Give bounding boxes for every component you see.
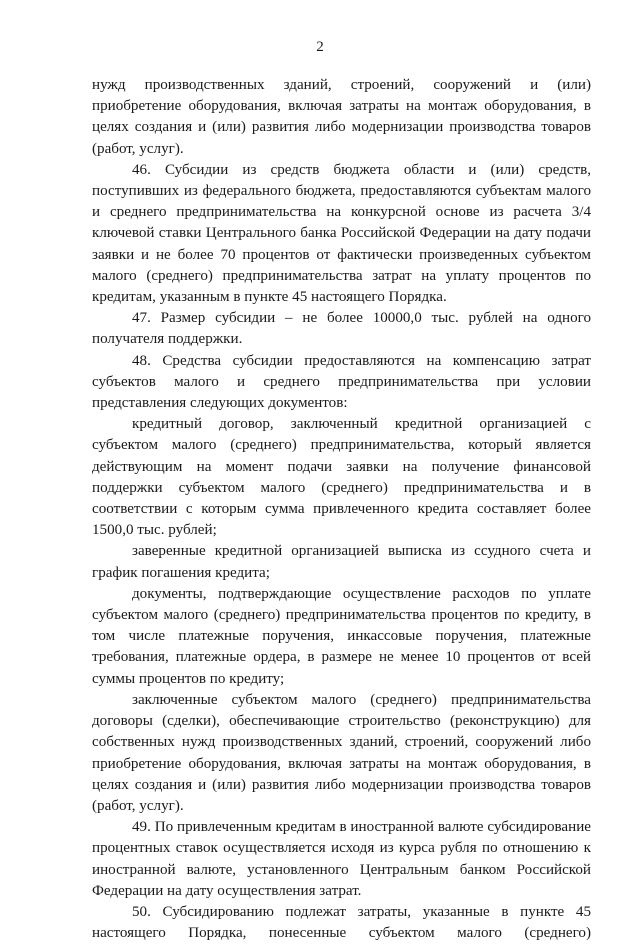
paragraph-48-item-contracts: заключенные субъектом малого (среднего) предпринимательства договоры (сделки), обеспечивающие строительство (реконструкцию) для собственных нужд производственных зданий, строений, сооружений либо приобретение оборудования, включая затраты на монтаж оборудования, в целях создания и (или) развития либо модернизации производства товаров (работ, услуг). [92,691,591,814]
paragraph-48-item-credit-agreement: кредитный договор, заключенный кредитной организацией с субъектом малого (среднего) предпринимательства, который является действующим на момент подачи заявки на получение финансовой поддержки субъектом малого (среднего) предпринимательства и в соответствии с которым сумма привлеченного кредита составляет более 1500,0 тыс. рублей; [92,416,591,539]
paragraph-48-item-loan-statement: заверенные кредитной организацией выписка из ссудного счета и график погашения кредита; [92,543,591,581]
paragraph-48: 48. Средства субсидии предоставляются на компенсацию затрат субъектов малого и среднего предпринимательства при условии представления следующих документов: [92,352,591,412]
paragraph-46: 46. Субсидии из средств бюджета области и (или) средств, поступивших из федерального бюджета, предоставляются субъектам малого и среднего предпринимательства на конкурсной основе из расчета 3/4 ключевой ставки Центрального банка Российской Федерации на дату подачи заявки и не более 70 процентов от фактически произведенных субъектом малого (среднего) предпринимательства затрат на уплату процентов по кредитам, указанным в пункте 45 настоящего Порядка. [92,161,591,306]
paragraph-49: 49. По привлеченным кредитам в иностранной валюте субсидирование процентных ставок осуществляется исходя из курса рубля по отношению к иностранной валюте, установленного Центральным банком Российской Федерации на дату осуществления затрат. [92,819,591,899]
page-number: 2 [316,39,324,55]
paragraph-50: 50. Субсидированию подлежат затраты, указанные в пункте 45 настоящего Порядка, понесенные субъектом малого (среднего) [92,903,591,942]
paragraph-48-item-payment-documents: документы, подтверждающие осуществление расходов по уплате субъектом малого (среднего) предпринимательства процентов по кредиту, в том числе платежные поручения, инкассовые поручения, платежные требования, платежные ордера, в размере не менее 10 процентов от всей суммы процентов по кредиту; [92,585,591,687]
paragraph-continuation: нужд производственных зданий, строений, сооружений и (или) приобретение оборудования, включая затраты на монтаж оборудования, в целях создания и (или) развития либо модернизации производства товаров (работ, услуг). [92,77,591,157]
paragraph-47: 47. Размер субсидии – не более 10000,0 тыс. рублей на одного получателя поддержки. [92,310,591,348]
document-body [92,75,591,944]
